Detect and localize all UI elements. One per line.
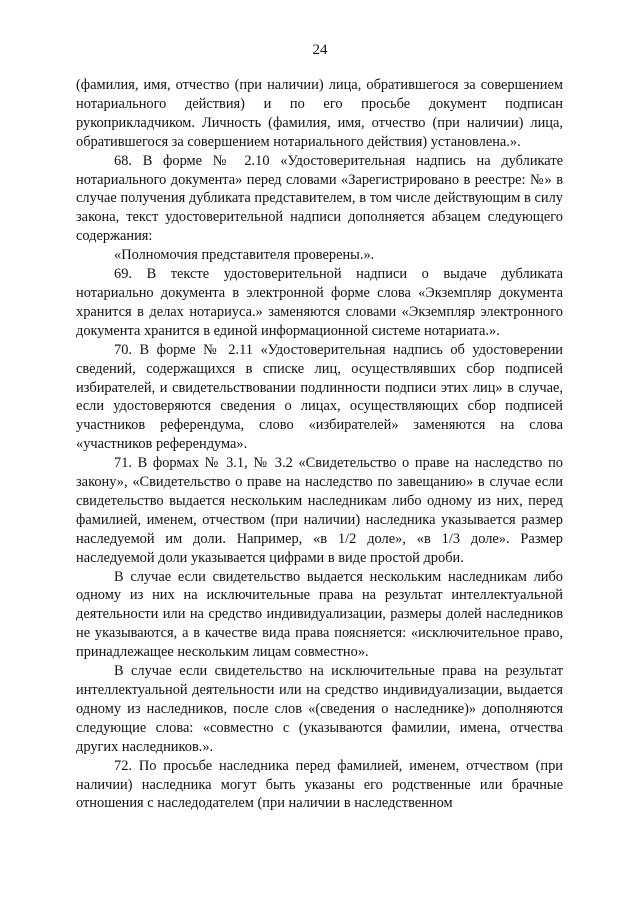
paragraph-71: 71. В формах № 3.1, № 3.2 «Свидетельство о праве на наследство по закону», «Свидетельство о праве на наследство по завещанию» в случае если свидетельство выдается нескольким наследникам либо одному из них, перед фамилией, именем, отчеством (при наличии) наследника указывается размер наследуемой им доли. Например, «в 1/2 доле», «в 1/3 доле». Размер наследуемой доли указывается цифрами в виде простой дроби. [76, 455, 563, 566]
paragraph-71-exclusive-rights-single: В случае если свидетельство на исключительные права на результат интеллектуальной деятельности или на средство индивидуализации, выдается одному из наследников, после слов «(сведения о наследнике)» дополняются следующие слова: «совместно с (указываются фамилии, имена, отчества других наследников.». [76, 663, 563, 755]
document-body [76, 76, 563, 813]
paragraph-72: 72. По просьбе наследника перед фамилией, именем, отчеством (при наличии) наследника могут быть указаны его родственные или брачные отношения с наследодателем (при наличии в наследственном [76, 757, 563, 812]
page-number: 24 [312, 42, 328, 58]
paragraph-71-exclusive-rights-multiple: В случае если свидетельство выдается нескольким наследникам либо одному из них на исключительные права на результат интеллектуальной деятельности или на средство индивидуализации, размеры долей наследников не указываются, а в качестве вида права поясняется: «исключительное право, принадлежащее нескольким лицам совместно». [76, 568, 563, 661]
paragraph-continuation: (фамилия, имя, отчество (при наличии) лица, обратившегося за совершением нотариального действия) и по его просьбе документ подписан рукоприкладчиком. Личность (фамилия, имя, отчество (при наличии) лица, обратившегося за совершением нотариального действия) установлена.». [76, 77, 563, 150]
paragraph-70: 70. В форме № 2.11 «Удостоверительная надпись об удостоверении сведений, содержащихся в списке лиц, осуществлявших сбор подписей избирателей, и свидетельствовании подлинности подписи этих лиц» в случае, если удостоверяются сведения о лицах, осуществляющих сбор подписей участников референдума, слово «избирателей» заменяются на слова «участников референдума». [76, 341, 563, 453]
paragraph-68: 68. В форме № 2.10 «Удостоверительная надпись на дубликате нотариального документа» перед словами «Зарегистрировано в реестре: №» в случае получения дубликата представителем, в том числе действующим в силу закона, текст удостоверительной надписи дополняется абзацем следующего содержания: [76, 152, 563, 245]
paragraph-68-quote: «Полномочия представителя проверены.». [114, 247, 375, 264]
paragraph-69: 69. В тексте удостоверительной надписи о выдаче дубликата нотариально документа в электронной форме слова «Экземпляр документа хранится в делах нотариуса.» заменяются словами «Экземпляр электронного документа хранится в единой информационной системе нотариата.». [76, 266, 563, 339]
